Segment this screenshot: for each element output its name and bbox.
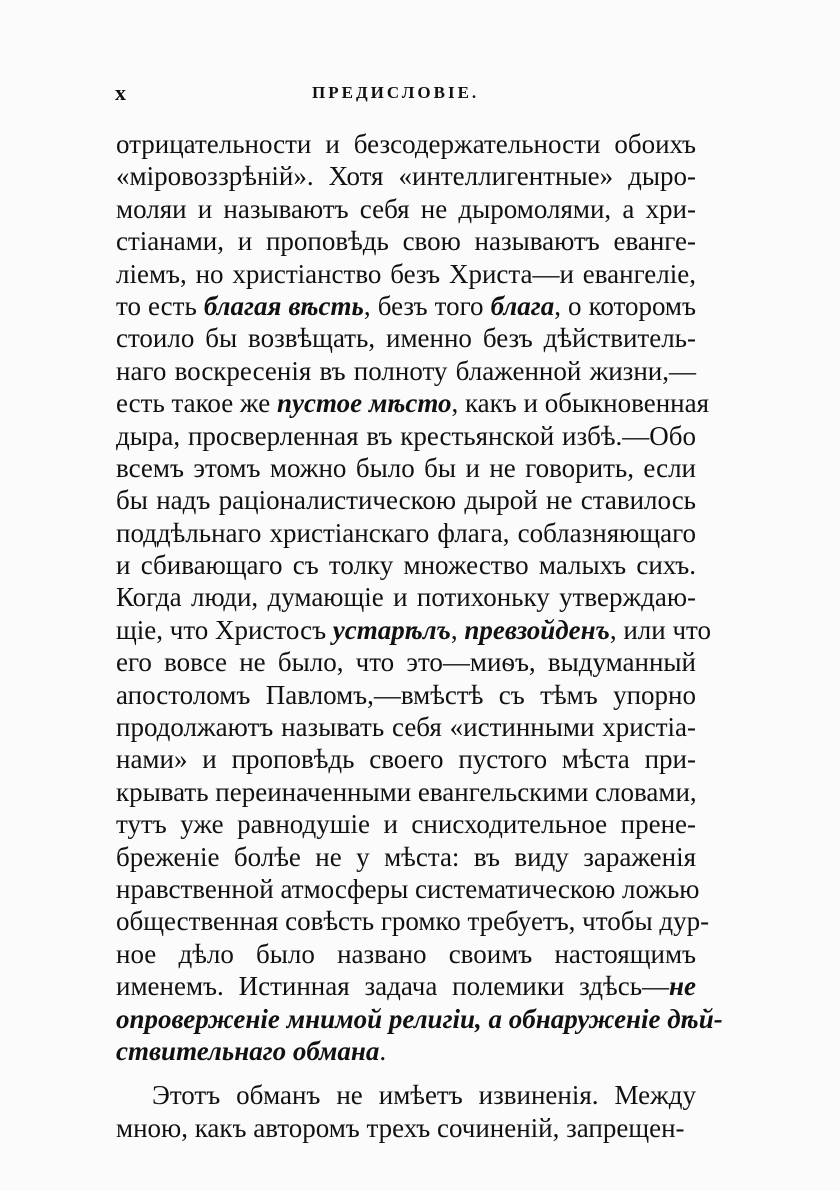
- text-line: [116, 1003, 723, 1035]
- text-run: и сбивающаго съ толку множество малыхъ сихъ.: [116, 550, 696, 581]
- text-run: стіанами, и проповѣдь свою называютъ еванге-: [116, 226, 696, 257]
- text-line: [116, 646, 696, 678]
- text-run: мною, какъ авторомъ трехъ сочиненій, запрещен-: [116, 1112, 685, 1143]
- text-run: , какъ и обыкновенная: [451, 388, 710, 419]
- text-line: [116, 1079, 696, 1111]
- text-line: [116, 905, 710, 937]
- text-line: [116, 355, 696, 387]
- text-run: продолжаютъ называть себя «истинными христіа-: [116, 712, 696, 743]
- text-line: [116, 1112, 696, 1144]
- text-line: [116, 128, 696, 160]
- text-run: бреженіе болѣе не у мѣста: въ виду зараженія: [116, 841, 696, 872]
- text-line: [116, 970, 696, 1002]
- text-run: нами» и проповѣдь своего пустого мѣста при-: [116, 744, 696, 775]
- text-run: щіе, что Христосъ: [116, 614, 333, 645]
- text-line: [116, 1035, 696, 1067]
- text-line: [116, 484, 696, 516]
- text-line: [116, 322, 696, 354]
- text-run: моляи и называютъ себя не дыромолями, а хри-: [116, 193, 696, 224]
- text-run: нравственной атмосферы систематическою ложью: [116, 873, 700, 904]
- text-run: дыра, просверленная въ крестьянской избѣ.—Обо: [116, 420, 696, 451]
- text-run: поддѣльнаго христіанскаго флага, соблазняющаго: [116, 517, 696, 548]
- page-header: [0, 80, 840, 110]
- running-title: ПРЕДИСЛОВІЕ.: [312, 83, 480, 102]
- text-run: , безъ того: [363, 290, 491, 321]
- italic-text: не: [669, 971, 696, 1002]
- text-run: всемъ этомъ можно было бы и не говорить, если: [116, 452, 696, 483]
- text-line: [116, 517, 696, 549]
- text-line: [116, 225, 696, 257]
- text-run: то есть: [116, 290, 204, 321]
- text-line: [116, 581, 696, 613]
- text-run: наго воскресенія въ полноту блаженной жизни,—: [116, 355, 696, 386]
- text-run: тутъ уже равнодушіе и снисходительное прене-: [116, 809, 696, 840]
- text-line: [116, 841, 696, 873]
- text-line: [116, 290, 696, 322]
- text-line: [116, 873, 700, 905]
- text-run: апостоломъ Павломъ,—вмѣстѣ съ тѣмъ упорно: [116, 679, 696, 710]
- text-line: [116, 452, 696, 484]
- italic-text: благая вѣсть: [203, 290, 364, 321]
- text-run: ,: [450, 614, 465, 645]
- text-line: [116, 679, 696, 711]
- text-line: [116, 258, 696, 290]
- italic-text: превзойденъ: [464, 614, 610, 645]
- text-line: [116, 549, 696, 581]
- text-line: [116, 387, 710, 419]
- italic-text: пустое мѣсто: [276, 388, 452, 419]
- text-line: [116, 193, 696, 225]
- text-run: ліемъ, но христіанство безъ Христа—и евангеліе,: [116, 258, 696, 289]
- text-run: есть такое же: [116, 388, 277, 419]
- text-run: стоило бы возвѣщать, именно безъ дѣйствитель-: [116, 323, 696, 354]
- text-run: Когда люди, думающіе и потихоньку утверждаю-: [116, 582, 696, 613]
- text-line: [116, 420, 696, 452]
- italic-text: устарѣлъ: [332, 614, 451, 645]
- text-run: отрицательности и безсодержательности обоихъ: [116, 129, 696, 159]
- text-line: [116, 938, 696, 970]
- text-run: именемъ. Истинная задача полемики здѣсь—: [116, 971, 670, 1002]
- italic-text: ствительнаго обмана: [116, 1035, 380, 1066]
- text-run: .: [379, 1035, 387, 1066]
- page-number: x: [115, 80, 126, 105]
- text-run: общественная совѣсть громко требуетъ, чтобы дур-: [116, 906, 710, 937]
- text-run: Этотъ обманъ не имѣетъ извиненія. Между: [152, 1080, 696, 1111]
- body-text: [116, 128, 723, 1144]
- text-line: [116, 743, 696, 775]
- text-run: , о которомъ: [554, 290, 696, 321]
- text-line: [116, 776, 696, 808]
- text-run: ное дѣло было названо своимъ настоящимъ: [116, 938, 696, 969]
- text-run: «міровоззрѣній». Хотя «интеллигентные» дыро-: [116, 161, 696, 192]
- italic-text: блага: [490, 290, 555, 321]
- text-line: [116, 808, 696, 840]
- text-run: бы надъ раціоналистическою дырой не ставилось: [116, 485, 696, 516]
- text-run: его вовсе не было, что это—миѳъ, выдуманный: [116, 647, 696, 678]
- text-line: [116, 711, 696, 743]
- italic-text: опроверженіе мнимой религіи, а обнаруженіе дѣй-: [116, 1003, 723, 1034]
- text-line: [116, 614, 712, 646]
- text-line: [116, 160, 696, 192]
- text-run: , или что: [609, 614, 712, 645]
- text-run: крывать переиначенными евангельскими словами,: [116, 776, 697, 807]
